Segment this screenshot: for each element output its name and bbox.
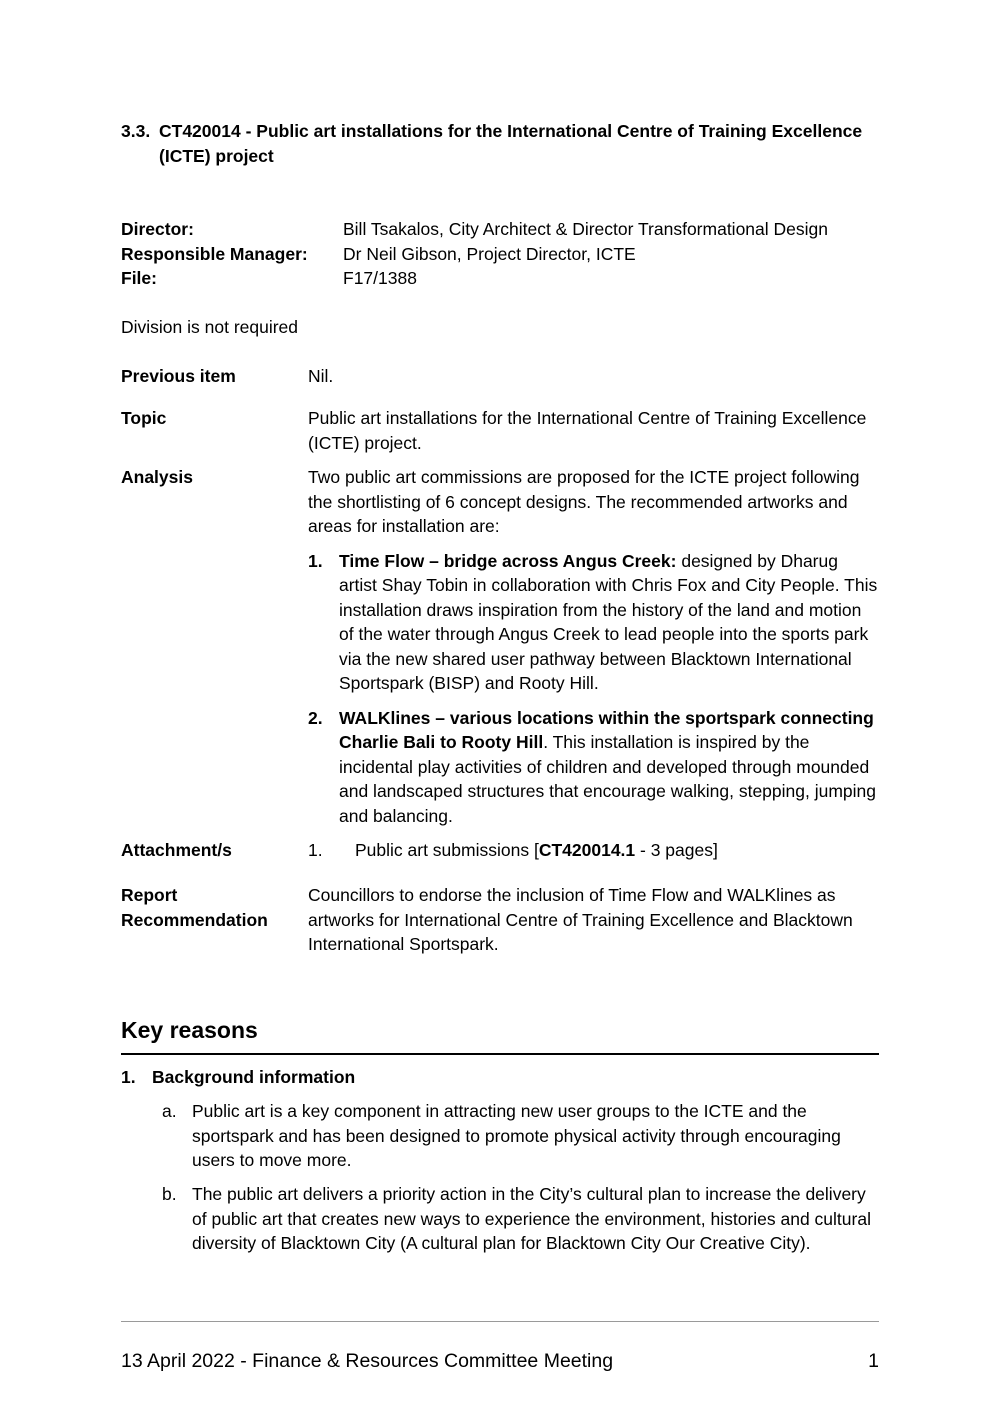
recommendation-label-line1: Report — [121, 885, 178, 905]
background-list — [152, 1099, 879, 1173]
list-item — [308, 549, 879, 696]
topic-label: Topic — [121, 408, 167, 428]
previous-item-value: Nil. — [308, 366, 334, 386]
recommendation-label-line2: Recommendation — [121, 909, 268, 930]
file-value: F17/1388 — [343, 268, 417, 288]
key-reasons-divider — [121, 1053, 879, 1055]
attachment-text-post: - 3 pages] — [635, 840, 718, 860]
item-heading — [121, 119, 879, 168]
director-row — [121, 217, 879, 242]
topic-value: Public art installations for the International Centre of Training Excellence (ICTE) project. — [308, 408, 867, 453]
list-item-text: . This installation is inspired by the incidental play activities of children and developed through mounded and landscaped structures that encourage walking, stepping, jumping and balancing. — [339, 732, 877, 826]
footer-text: 13 April 2022 - Finance & Resources Committee Meeting — [121, 1350, 614, 1372]
list-item-number: 2. — [308, 707, 323, 728]
manager-label: Responsible Manager: — [121, 243, 308, 264]
attachment-ref-link[interactable]: CT420014.1 — [538, 840, 636, 860]
analysis-label: Analysis — [121, 467, 193, 487]
division-note: Division is not required — [121, 317, 299, 337]
attachments-value — [308, 838, 879, 863]
analysis-body — [308, 465, 879, 828]
director-label: Director: — [121, 219, 194, 239]
background-title: Background information — [152, 1067, 356, 1087]
previous-item-label: Previous item — [121, 366, 236, 386]
background-number: 1. — [121, 1067, 136, 1087]
manager-value: Dr Neil Gibson, Project Director, ICTE — [343, 243, 636, 264]
list-item-letter: a. — [162, 1101, 177, 1121]
list-item-heading: WALKlines – various locations within the sportspark connecting Charlie Bali to Rooty Hill — [339, 707, 874, 752]
report-meta — [121, 217, 879, 291]
background-heading — [121, 1065, 879, 1090]
manager-row — [121, 242, 879, 267]
attachments-label: Attachment/s — [121, 840, 232, 860]
attachment-number: 1. — [308, 840, 323, 860]
item-number: 3.3. — [121, 121, 151, 141]
key-reasons-title: Key reasons — [121, 1017, 258, 1043]
footer-divider — [121, 1321, 879, 1322]
analysis-list — [308, 549, 879, 829]
file-row — [121, 266, 879, 291]
list-item — [152, 1182, 879, 1256]
list-item-text: designed by Dharug artist Shay Tobin in collaboration with Chris Fox and City People. This installation draws inspiration from the history of the land and motion of the water through Angus Creek to lead people into the sports park via the new shared user pathway between Blacktown International Sportspark (BISP) and Rooty Hill. — [339, 550, 878, 693]
list-item-text: Public art is a key component in attracting new user groups to the ICTE and the sportspark and has been designed to promote physical activity through encouraging users to move more. — [192, 1101, 841, 1170]
page-footer — [121, 1348, 879, 1374]
page-number: 1 — [868, 1350, 879, 1372]
background-list-continued — [152, 1182, 879, 1256]
list-item-number: 1. — [308, 550, 323, 571]
item-title: CT420014 - Public art installations for the International Centre of Training Excellence (ICTE) project — [159, 121, 863, 166]
list-item-heading: Time Flow – bridge across Angus Creek: — [339, 550, 677, 571]
recommendation-value: Councillors to endorse the inclusion of Time Flow and WALKlines as artworks for International Centre of Training Excellence and Blacktown International Sportspark. — [308, 885, 853, 954]
analysis-intro: Two public art commissions are proposed for the ICTE project following the shortlisting of 6 concept designs. The recommended artworks and areas for installation are: — [308, 467, 860, 536]
attachment-text-pre: Public art submissions [ — [355, 840, 539, 860]
file-label: File: — [121, 268, 157, 288]
list-item — [308, 706, 879, 829]
list-item-letter: b. — [162, 1184, 177, 1204]
director-value: Bill Tsakalos, City Architect & Director Transformational Design — [343, 219, 828, 239]
list-item-text: The public art delivers a priority action in the City’s cultural plan to increase the delivery of public art that creates new ways to experience the environment, histories and cultural diversity of Blacktown City (A cultural plan for Blacktown City Our Creative City). — [192, 1184, 871, 1253]
list-item — [152, 1099, 879, 1173]
recommendation-label — [121, 883, 301, 932]
